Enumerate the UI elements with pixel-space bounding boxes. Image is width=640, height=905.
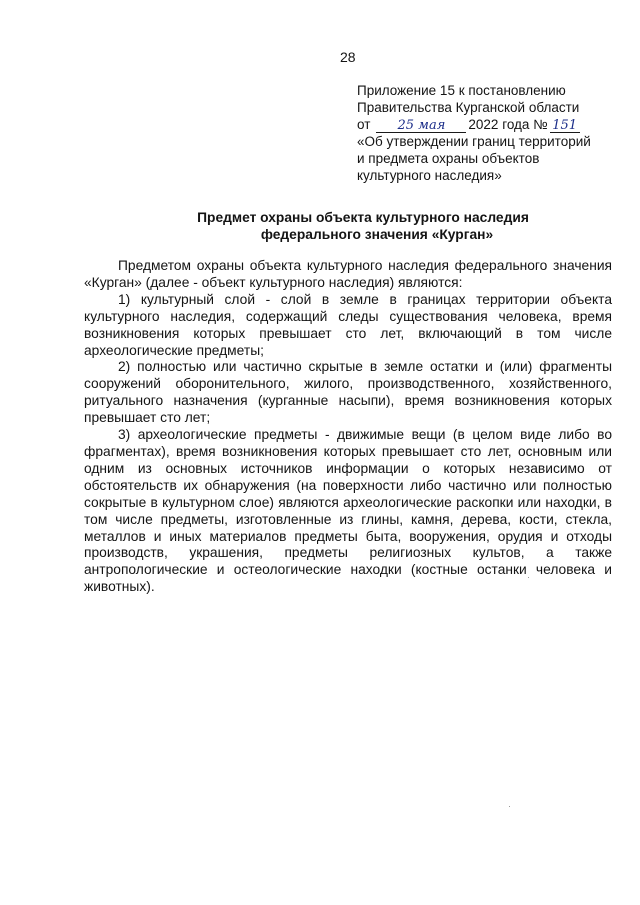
title-line-1: Предмет охраны объекта культурного наследия (197, 210, 529, 225)
page-number: 28 (340, 49, 356, 65)
handwritten-number: 151 (550, 119, 580, 133)
appendix-line-5: и предмета охраны объектов (357, 151, 540, 166)
handwritten-date: 25 мая (376, 119, 466, 133)
scan-speck (509, 806, 510, 807)
appendix-line-6: культурного наследия» (357, 168, 502, 183)
appendix-line-1: Приложение 15 к постановлению (357, 83, 566, 98)
appendix-line-4: «Об утверждении границ территорий (357, 134, 591, 149)
appendix-block (357, 82, 627, 184)
date-suffix: 2022 года № (468, 117, 548, 132)
appendix-line-2: Правительства Курганской области (357, 100, 580, 115)
item-1-paragraph: 1) культурный слой - слой в земле в границах территории объекта культурного наследия, содержащий следы существования человека, время возникновения которых превышает сто лет, включающий в том числе археологические предметы; (84, 291, 612, 358)
item-3-paragraph: 3) археологические предметы - движимые вещи (в целом виде либо во фрагментах), время возникновения которых превышает сто лет, основным или одним из основных источников информации о которых независимо от обстоятельств их обнаружения (на поверхности либо частично или полностью сокрытые в культурном слое) являются археологические раскопки или находки, в том числе предметы, изготовленные из глины, камня, дерева, кости, стекла, металлов и иных материалов предметы быта, вооружения, орудия и отходы производств, украшения, предметы религиозных культов, а также антропологические и остеологические находки (костные останки человека и животных). (84, 427, 612, 595)
item-2-paragraph: 2) полностью или частично скрытые в земле остатки и (или) фрагменты сооружений оборонительного, жилого, производственного, хозяйственного, ритуального назначения (курганные насыпи), время возникновения которых превышает сто лет; (84, 359, 612, 426)
intro-paragraph: Предметом охраны объекта культурного наследия федерального значения «Курган» (далее - объект культурного наследия) являются: (84, 258, 612, 290)
appendix-date-line (357, 116, 627, 133)
document-title (80, 209, 640, 243)
date-prefix: от (357, 117, 371, 132)
title-line-2: федерального значения «Курган» (260, 227, 494, 242)
document-body (84, 258, 612, 596)
scan-speck (528, 577, 529, 578)
